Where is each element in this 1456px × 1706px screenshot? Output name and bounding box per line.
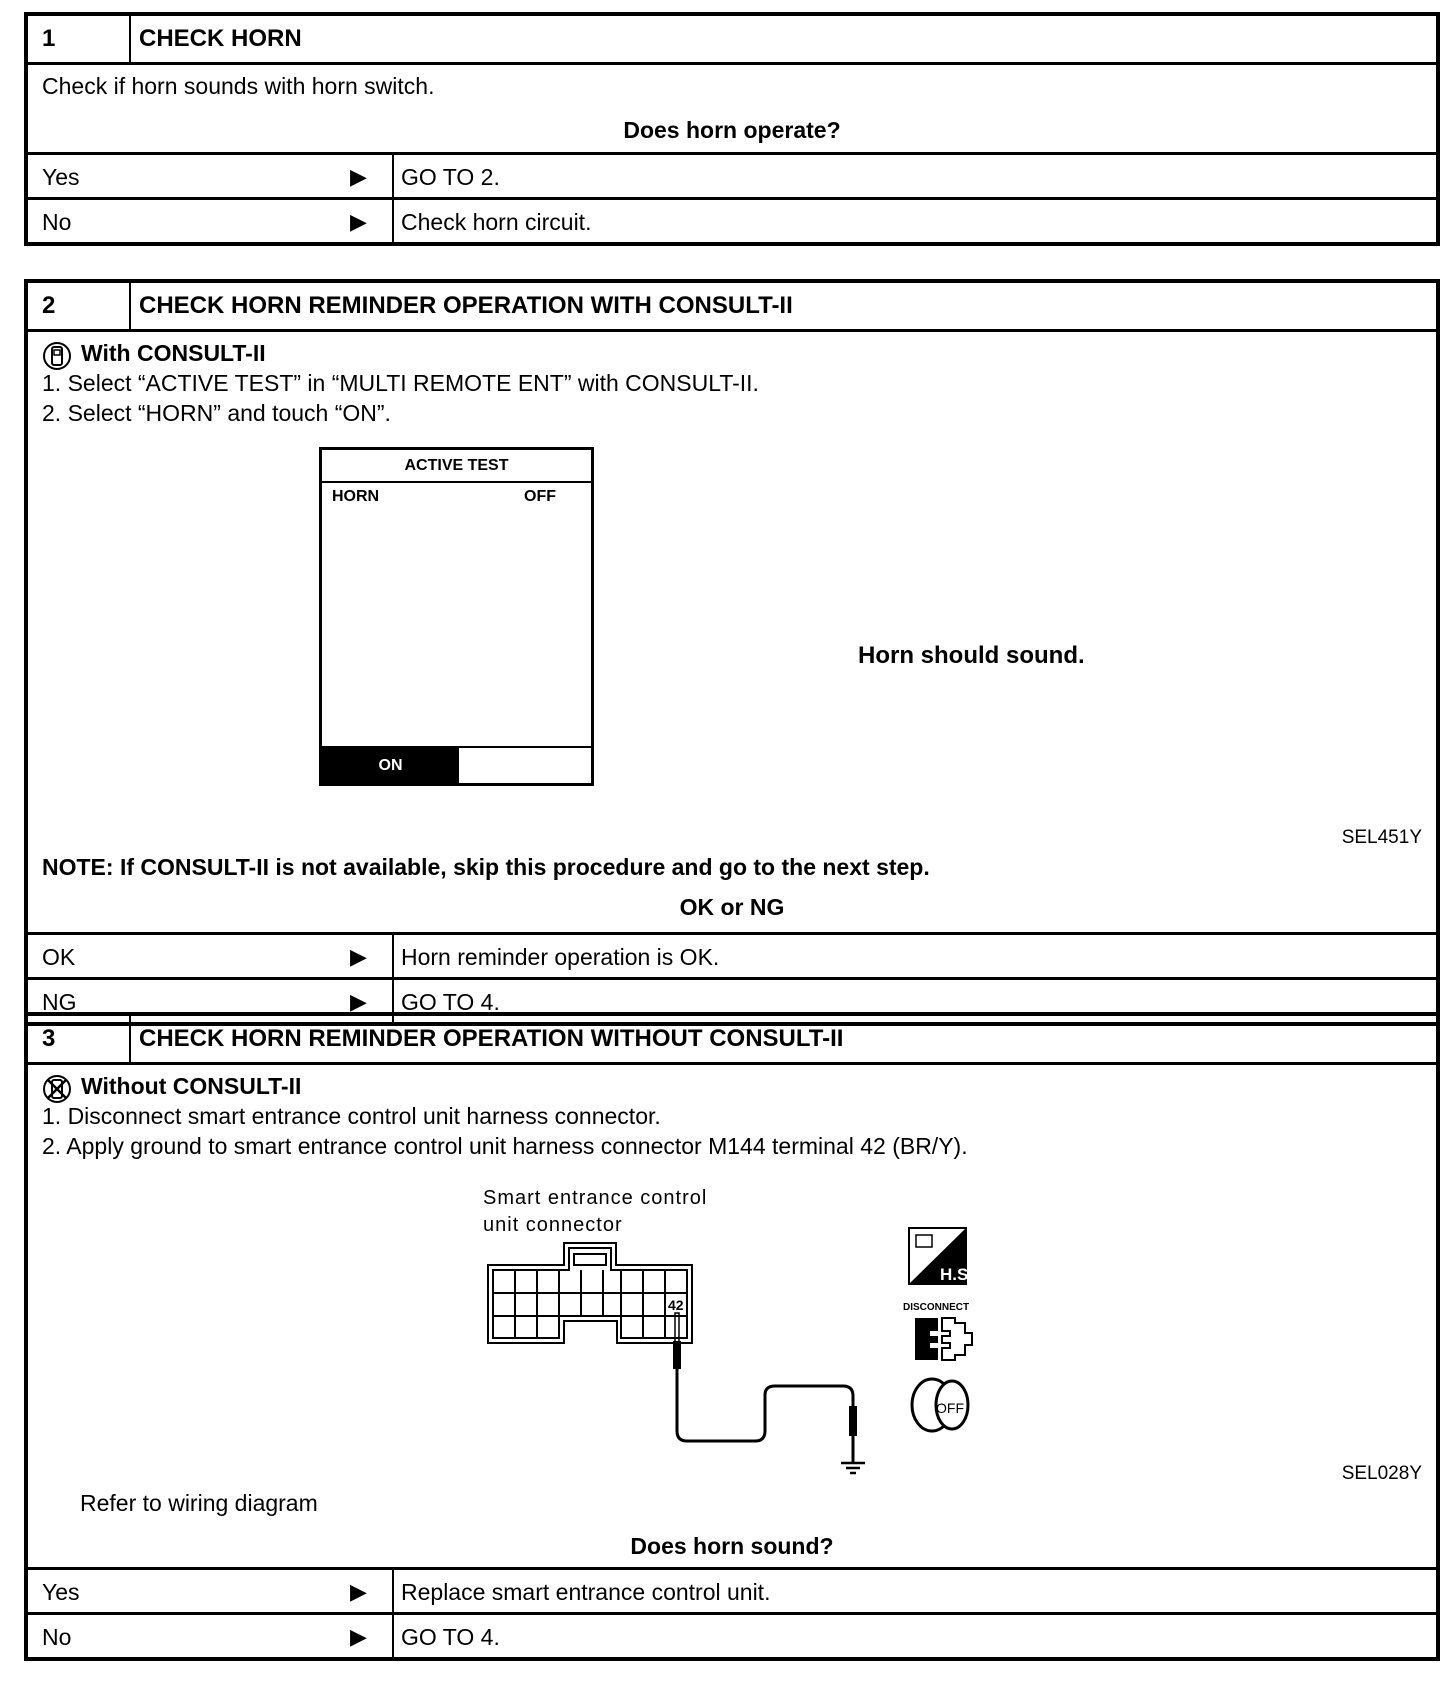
consult-tool-icon	[42, 341, 72, 371]
on-button[interactable]: ON	[322, 748, 459, 783]
answer-label: No	[42, 1624, 72, 1650]
step-2-table	[24, 279, 1440, 1026]
answer-result: GO TO 4.	[401, 989, 500, 1015]
reference-link[interactable]: Refer to wiring diagram	[80, 1490, 318, 1516]
step-3-table	[24, 1012, 1440, 1661]
question-row	[28, 886, 1436, 932]
ignition-off-icon	[912, 1379, 968, 1431]
disconnect-icon	[915, 1318, 972, 1360]
instruction: 2. Select “HORN” and touch “ON”.	[42, 400, 391, 426]
step-header	[28, 283, 1436, 329]
answer-label: OK	[42, 944, 76, 970]
step-number: 3	[28, 1016, 131, 1062]
disconnect-label: DISCONNECT	[903, 1302, 970, 1313]
harness-side-icon	[909, 1228, 973, 1284]
step-title: CHECK HORN REMINDER OPERATION WITH CONSULT-II	[139, 292, 793, 319]
connector-label-line: Smart entrance control	[483, 1187, 708, 1209]
step-number: 2	[28, 283, 131, 329]
step-title: CHECK HORN	[139, 25, 302, 52]
question: Does horn sound?	[630, 1533, 834, 1559]
arrow-right-icon: ▶	[350, 1624, 367, 1649]
step-body	[28, 329, 1436, 886]
arrow-right-icon: ▶	[350, 164, 367, 189]
mode-label: Without CONSULT-II	[81, 1073, 302, 1099]
answer-label: No	[42, 209, 72, 235]
answer-row	[28, 152, 1436, 197]
screen-value: OFF	[524, 488, 556, 505]
svg-text:H.S.: H.S.	[940, 1265, 974, 1284]
answer-row	[28, 932, 1436, 977]
answer-result: GO TO 2.	[401, 164, 500, 190]
question: Does horn operate?	[623, 117, 841, 143]
step-1-table	[24, 12, 1440, 246]
step-body	[28, 62, 1436, 152]
answer-row	[28, 197, 1436, 242]
figure-code: SEL451Y	[1341, 827, 1422, 848]
answer-result: GO TO 4.	[401, 1624, 500, 1650]
step-title: CHECK HORN REMINDER OPERATION WITHOUT CONSULT-II	[139, 1025, 844, 1052]
answer-row	[28, 1612, 1436, 1657]
connector-wiring-diagram	[470, 1173, 1010, 1493]
connector-icon	[488, 1243, 692, 1343]
step-body	[28, 1062, 1436, 1567]
result-note: Horn should sound.	[858, 642, 1085, 669]
instruction: 1. Disconnect smart entrance control unit harness connector.	[42, 1103, 661, 1129]
ground-icon	[841, 1463, 865, 1473]
svg-text:OFF: OFF	[936, 1400, 964, 1416]
screen-item: HORN	[332, 488, 380, 505]
no-consult-icon	[42, 1074, 72, 1104]
arrow-right-icon: ▶	[350, 209, 367, 234]
arrow-right-icon: ▶	[350, 944, 367, 969]
instruction: 1. Select “ACTIVE TEST” in “MULTI REMOTE ENT” with CONSULT-II.	[42, 370, 759, 396]
connector-label-line: unit connector	[483, 1214, 623, 1236]
terminal-number: 42	[668, 1297, 684, 1313]
arrow-right-icon: ▶	[350, 1579, 367, 1604]
step-header	[28, 16, 1436, 62]
answer-result: Horn reminder operation is OK.	[401, 944, 720, 970]
step-number: 1	[28, 16, 131, 62]
answer-label: Yes	[42, 164, 80, 190]
answer-result: Replace smart entrance control unit.	[401, 1579, 771, 1605]
answer-result: Check horn circuit.	[401, 209, 592, 235]
probe-wire	[673, 1313, 857, 1463]
answer-label: Yes	[42, 1579, 80, 1605]
answer-label: NG	[42, 989, 77, 1015]
question: OK or NG	[679, 894, 785, 920]
note: NOTE: If CONSULT-II is not available, skip this procedure and go to the next step.	[42, 854, 930, 880]
screen-title: ACTIVE TEST	[322, 450, 591, 483]
instruction: Check if horn sounds with horn switch.	[42, 73, 435, 99]
figure-code: SEL028Y	[1341, 1463, 1422, 1484]
arrow-right-icon: ▶	[350, 989, 367, 1014]
answer-row	[28, 1567, 1436, 1612]
instruction: 2. Apply ground to smart entrance control unit harness connector M144 terminal 42 (BR/Y).	[42, 1133, 968, 1159]
step-header	[28, 1016, 1436, 1062]
mode-label: With CONSULT-II	[81, 340, 266, 366]
active-test-screen	[319, 447, 594, 786]
